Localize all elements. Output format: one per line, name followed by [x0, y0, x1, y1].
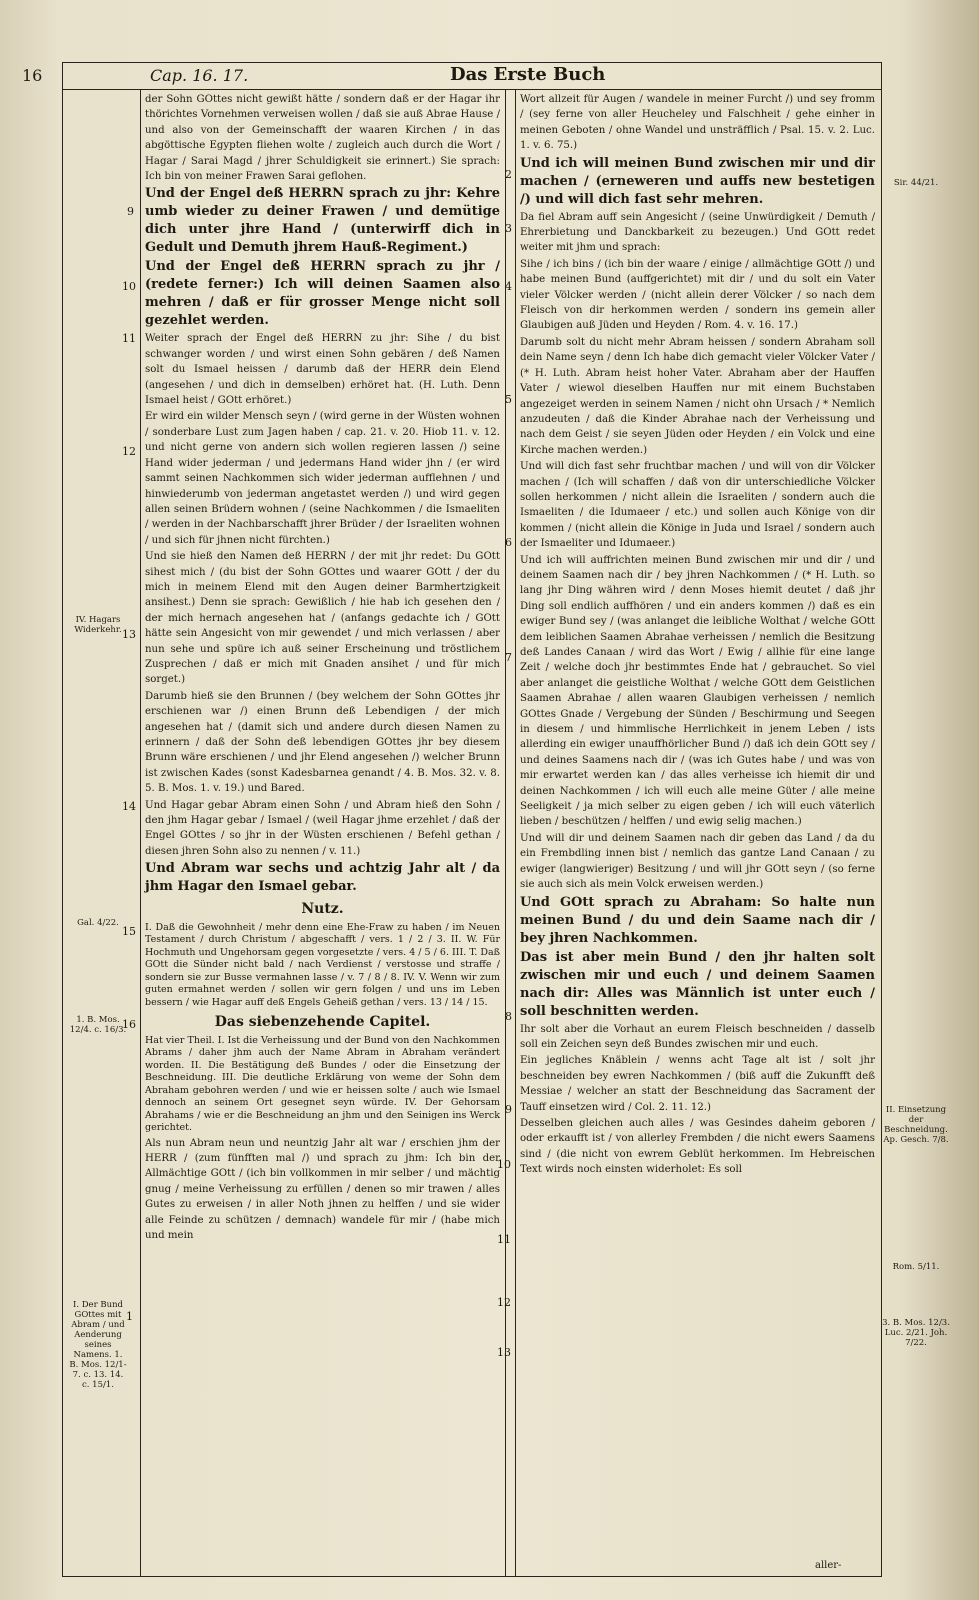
verse-number: 12 — [497, 1296, 511, 1309]
right-p0: Wort allzeit für Augen / wandele in meiner Furcht /) und sey fromm / (sey ferne von aller Heucheley und Falschheit / gehe einher in meinen Geboten / ohne Wandel und unsträfflich / Psal. 15. v. 2. Luc. 1. v. 6. 75.) — [520, 94, 875, 152]
right-p8: Und will dir und deinem Saamen nach dir geben das Land / da du ein Frembdling innen bist / nemlich das gantze Land Canaan / zu ewiger (langwieriger) Besitzung / und will jhr GOtt seyn / (so ferne sie auch sich als mein Volck erweisen werden.) — [520, 832, 875, 891]
nutz-heading: Nutz. — [301, 901, 344, 918]
margin-note: I. Der Bund GOttes mit Abram / und Aenderung seines Namens. 1. B. Mos. 12/1-7. c. 13. 14. c. 15/1. — [69, 1300, 127, 1390]
right-p12: Ein jegliches Knäblein / wenns acht Tage alt ist / solt jhr beschneiden bey ewren Nachkommen / (biß auff die Zukunfft deß Messiae / welcher an statt der Beschneidung das Sacrament der Tauff einsetzen wird / Col. 2. 11. 12.) — [520, 1055, 875, 1113]
margin-note: 1. B. Mos. 12/4. c. 16/3. — [69, 1015, 127, 1035]
verse-number: 10 — [122, 280, 136, 293]
left-p0: der Sohn GOttes nicht gewißt hätte / sondern daß er der Hagar ihr thörichtes Vornehmen verweisen wollen / daß sie auß Abrae Hause / und also von der Gemeinschafft der waaren Kirchen / in das abgöttische Egypten fliehen wolte / zugleich auch durch die Wort / Hagar / Sarai Magd / jhrer Schuldigkeit sie erinnert.) Sie sprach: Ich bin von meiner Frawen Sarai geflohen. — [145, 94, 500, 183]
left-p11: Weiter sprach der Engel deß HERRN zu jhr: Sihe / du bist schwanger worden / und wirst einen Sohn gebären / deß Namen solt du Ismael heissen / darumb daß der HERR dein Elend (angesehen / und dich in demselben) erhöret hat. (H. Luth. Denn Ismael heist / GOtt erhöret.) — [145, 333, 500, 407]
right-p9: Und GOtt sprach zu Abraham: So halte nun meinen Bund / du und dein Saame nach dir / bey jhren Nachkommen. — [520, 894, 875, 946]
right-p3: Da fiel Abram auff sein Angesicht / (seine Unwürdigkeit / Demuth / Ehrerbietung und Danckbarkeit zu bezeugen.) Und GOtt redet weiter mit jhm und sprach: — [520, 211, 875, 254]
margin-note: Sir. 44/21. — [893, 178, 939, 188]
verse-number: 4 — [505, 280, 512, 293]
left-p9: Und der Engel deß HERRN sprach zu jhr: Kehre umb wieder zu deiner Frawen / und demütige dich unter jhre Hand / (unterwirff dich in Gedult und Demuth jhrem Hauß-Regiment.) — [145, 186, 500, 256]
verse-number: 11 — [497, 1233, 511, 1246]
right-p13: Desselben gleichen auch alles / was Gesindes daheim geboren / oder erkaufft ist / von allerley Frembden / die nicht ewers Saamens sind / (die nicht von ewrem Geblüt herkommen. Im Hebreischen Text wirds noch einsten widerholet: Es soll — [520, 1117, 875, 1176]
left-p13: Und sie hieß den Namen deß HERRN / der mit jhr redet: Du GOtt sihest mich / (du bist der Sohn GOttes und waarer GOtt / der du mich in meinem Elend mit den Augen deiner Barmhertzigkeit ansihest.) Denn sie sprach: Gewißlich / hie hab ich gesehen den / der mich hernach angesehen hat / (anfangs gedachte ich / GOtt hätte sein Angesicht von mir gewendet / und mich verlassen / aber nun sehe und spüre ich auß seiner Erscheinung und tröstlichem Zusprechen / daß er mich mit Gnaden ansihet / und für mich sorget.) — [145, 551, 500, 686]
verse-number: 3 — [505, 222, 512, 235]
verse-number: 1 — [126, 1310, 133, 1323]
right-p10: Das ist aber mein Bund / den jhr halten solt zwischen mir und euch / und deinem Saamen nach dir: Alles was Männlich ist unter euch / soll beschnitten werden. — [520, 949, 875, 1019]
verse-number: 8 — [505, 1010, 512, 1023]
left-p15: Und Hagar gebar Abram einen Sohn / und Abram hieß den Sohn / den jhm Hagar gebar / Ismael / (weil Hagar jhme erzehlet / daß der Engel GOttes / so jhr in der Wüsten erschienen / Befehl gethan / diesen jhren Sohn also zu nennen / v. 11.) — [145, 799, 500, 857]
verse-number: 10 — [497, 1158, 511, 1171]
verse-number: 14 — [122, 800, 136, 813]
left-p1: Als nun Abram neun und neuntzig Jahr alt war / erschien jhm der HERR / (zum fünfften mal /) und sprach zu jhm: Ich bin der Allmächtige GOtt / (ich bin vollkommen in mir selber / und mächtig gnug / meine Verheissung zu erfüllen / denen so mir trawen / alles Gutes zu erweisen / in aller Noth jhnen zu helffen / und sie wider alle Feinde zu schützen / demnach) wandele für mir / (habe mich und mein — [145, 1137, 500, 1241]
verse-number: 9 — [127, 205, 134, 218]
center-column-rule-2 — [515, 90, 516, 1577]
verse-number: 9 — [505, 1103, 512, 1116]
left-p12: Er wird ein wilder Mensch seyn / (wird gerne in der Wüsten wohnen / sonderbare Lust zum Jagen haben / cap. 21. v. 20. Hiob 11. v. 12. und nicht gerne von andern sich wollen regieren lassen /) seine Hand wider jederman / und jedermans Hand wider jhn / (er wird sammt seinen Nachkommen sich wider jederman aufflehnen / und hinwiederumb von jederman angetastet werden /) und wird gegen allen seinen Brüdern wohnen / (seine Nachkommen / die Ismaeliten / werden in der Nachbarschafft jhrer Brüder / der Israeliten wohnen / und sich für jhnen nicht fürchten.) — [145, 411, 500, 546]
chapter-17-summary: Hat vier Theil. I. Ist die Verheissung und der Bund von den Nachkommen Abrams / daher jhm auch der Name Abram in Abraham verändert worden. II. Die Bestätigung deß Bundes / oder die Einsetzung der Beschneidung. III. Die deutliche Erklärung von weme der Sohn dem Abraham gebohren werden / und wie er heissen solte / auch wie Ismael dennoch an seinem Ort gesegnet seyn würde. IV. Der Gehorsam Abrahams / wie er die Beschneidung an jhm und den Seinigen ins Werck gerichtet. — [145, 1034, 500, 1134]
left-p14: Darumb hieß sie den Brunnen / (bey welchem der Sohn GOttes jhr erschienen war /) einen Brunn deß Lebendigen / der mich angesehen hat / (damit sich und andere durch diesen Namen zu erinnern / daß der Sohn deß lebendigen GOttes jhr bey diesem Brunn wäre erschienen / und jhr Elend angesehen /) welcher Brunn ist zwischen Kades (sonst Kadesbarnea genandt / 4. B. Mos. 32. v. 8. 5. B. Mos. 1. v. 19.) und Bared. — [145, 690, 500, 795]
left-p16: Und Abram war sechs und achtzig Jahr alt / da jhm Hagar den Ismael gebar. — [145, 861, 500, 895]
margin-note: Rom. 5/11. — [892, 1262, 940, 1272]
verse-number: 16 — [122, 1018, 136, 1031]
verse-number: 11 — [122, 332, 136, 345]
right-p6: Und will dich fast sehr fruchtbar machen / und will von dir Völcker machen / (Ich will schaffen / daß von dir unterschiedliche Völcker sollen herkommen / nicht allein die Israeliten / sondern auch die Ismaeliten / die Idumaeer / etc.) und sollen auch Könige von dir kommen / (nicht allein die Könige in Juda und Israel / sondern auch der Ismaeliter und Idumaeer.) — [520, 461, 875, 550]
verse-number: 2 — [505, 168, 512, 181]
page-number: 16 — [22, 66, 43, 85]
nutz-text: I. Daß die Gewohnheit / mehr denn eine Ehe-Fraw zu haben / im Neuen Testament / durch Christum / abgeschafft / vers. 1 / 2 / 3. II. W. Für Hochmuth und Ungehorsam gegen vorgesetzte / vers. 4 / 5 / 6. III. T. Daß GOtt die Sünder nicht bald / nach Verdienst / verstosse und straffe / sondern sie zur Busse vermahnen lasse / v. 7 / 8 / 8. IV. V. Wenn wir zum guten ermahnet werden / sollen wir gern folgen / und uns im Leben bessern / wie Hagar auff deß Engels Geheiß gethan / vers. 13 / 14 / 15. — [145, 921, 500, 1008]
running-title: Das Erste Buch — [450, 64, 606, 85]
left-p10: Und der Engel deß HERRN sprach zu jhr / (redete ferner:) Ich will deinen Saamen also mehren / daß er für grosser Menge nicht soll gezehlet werden. — [145, 259, 500, 329]
catchword: aller- — [815, 1560, 842, 1571]
right-p5: Darumb solt du nicht mehr Abram heissen / sondern Abraham soll dein Name seyn / denn Ich habe dich gemacht vieler Völcker Vater / (* H. Luth. Abram heist hoher Vater. Abraham aber der Hauffen Vater / wiewol dieselben Hauffen nur mit einem Buchstaben angezeiget werden in seinem Namen / nicht ohn Ursach / * Nemlich anzudeuten / daß die Kinder Abrahae nach der Verheissung und nach dem Geist / sie seyen Jüden oder Heyden / ein Volck und eine Kirche machen werden.) — [520, 336, 875, 456]
margin-note: 3. B. Mos. 12/3. Luc. 2/21. Joh. 7/22. — [882, 1318, 950, 1348]
margin-note: Gal. 4/22. — [77, 918, 119, 928]
right-text-column — [520, 92, 875, 1179]
left-text-column — [145, 92, 500, 1244]
left-column-rule — [140, 90, 141, 1577]
right-p11: Ihr solt aber die Vorhaut an eurem Fleisch beschneiden / dasselb soll ein Zeichen seyn deß Bundes zwischen mir und euch. — [520, 1023, 875, 1050]
chapter-reference: Cap. 16. 17. — [150, 66, 249, 85]
right-p2: Und ich will meinen Bund zwischen mir und dir machen / (erneweren und auffs new bestetigen /) und will dich fast sehr mehren. — [520, 155, 875, 207]
right-p7: Und ich will auffrichten meinen Bund zwischen mir und dir / und deinem Saamen nach dir / bey jhren Nachkommen / (* H. Luth. so lang jhr Ding währen wird / denn Moses hiemit deutet / daß jhr Ding soll endlich auffhören / und ein anders kommen /) daß es ein ewiger Bund sey / (was anlanget die leibliche Wolthat / welche GOtt dem leiblichen Saamen Abrahae verheissen / nemlich die Besitzung deß Landes Canaan / wird das Wort / Ewig / allhie für eine lange Zeit / welche doch jhr bestimmtes Ende hat / gebrauchet. So viel aber anlanget die geistliche Wolthat / welche GOtt dem Geistlichen Saamen Abrahae / allen waaren Glaubigen verheissen / nemlich GOttes Gnade / Vergebung der Sünden / Beschirmung und Seegen in diesem / und himmlische Herrlichkeit in jenem Leben / ists allerding ein ewiger unauffhörlicher Bund /) daß ich dein GOtt sey / und deines Saamens nach dir / (was ich Gutes habe / und was von mir erwartet werden kan / das alles verheisse ich hiemit dir und deinen Nachkommen / ich will euch alle meine Güter / alle meine Seeligkeit / ja mich selber zu eigen geben / ich will euch väterlich lieben / beschützen / helffen / und ewig selig machen.) — [520, 554, 875, 828]
chapter-17-heading: Das siebenzehende Capitel. — [214, 1014, 431, 1031]
verse-number: 12 — [122, 445, 136, 458]
verse-number: 6 — [505, 536, 512, 549]
margin-note: II. Einsetzung der Beschneidung. Ap. Gesch. 7/8. — [883, 1105, 949, 1145]
verse-number: 7 — [505, 651, 512, 664]
verse-number: 13 — [497, 1346, 511, 1359]
verse-number: 5 — [505, 393, 512, 406]
verse-number: 13 — [122, 628, 136, 641]
verse-number: 15 — [122, 925, 136, 938]
margin-note: IV. Hagars Widerkehr. — [74, 615, 122, 635]
right-p4: Sihe / ich bins / (ich bin der waare / einige / allmächtige GOtt /) und habe meinen Bund (auffgerichtet) mit dir / und du solt ein Vater vieler Völcker werden / (nicht allein derer Völcker / so nach dem Fleisch von dir herkommen werden / sondern ins gemein aller Glaubigen auß Jüden und Heyden / Rom. 4. v. 16. 17.) — [520, 258, 875, 332]
